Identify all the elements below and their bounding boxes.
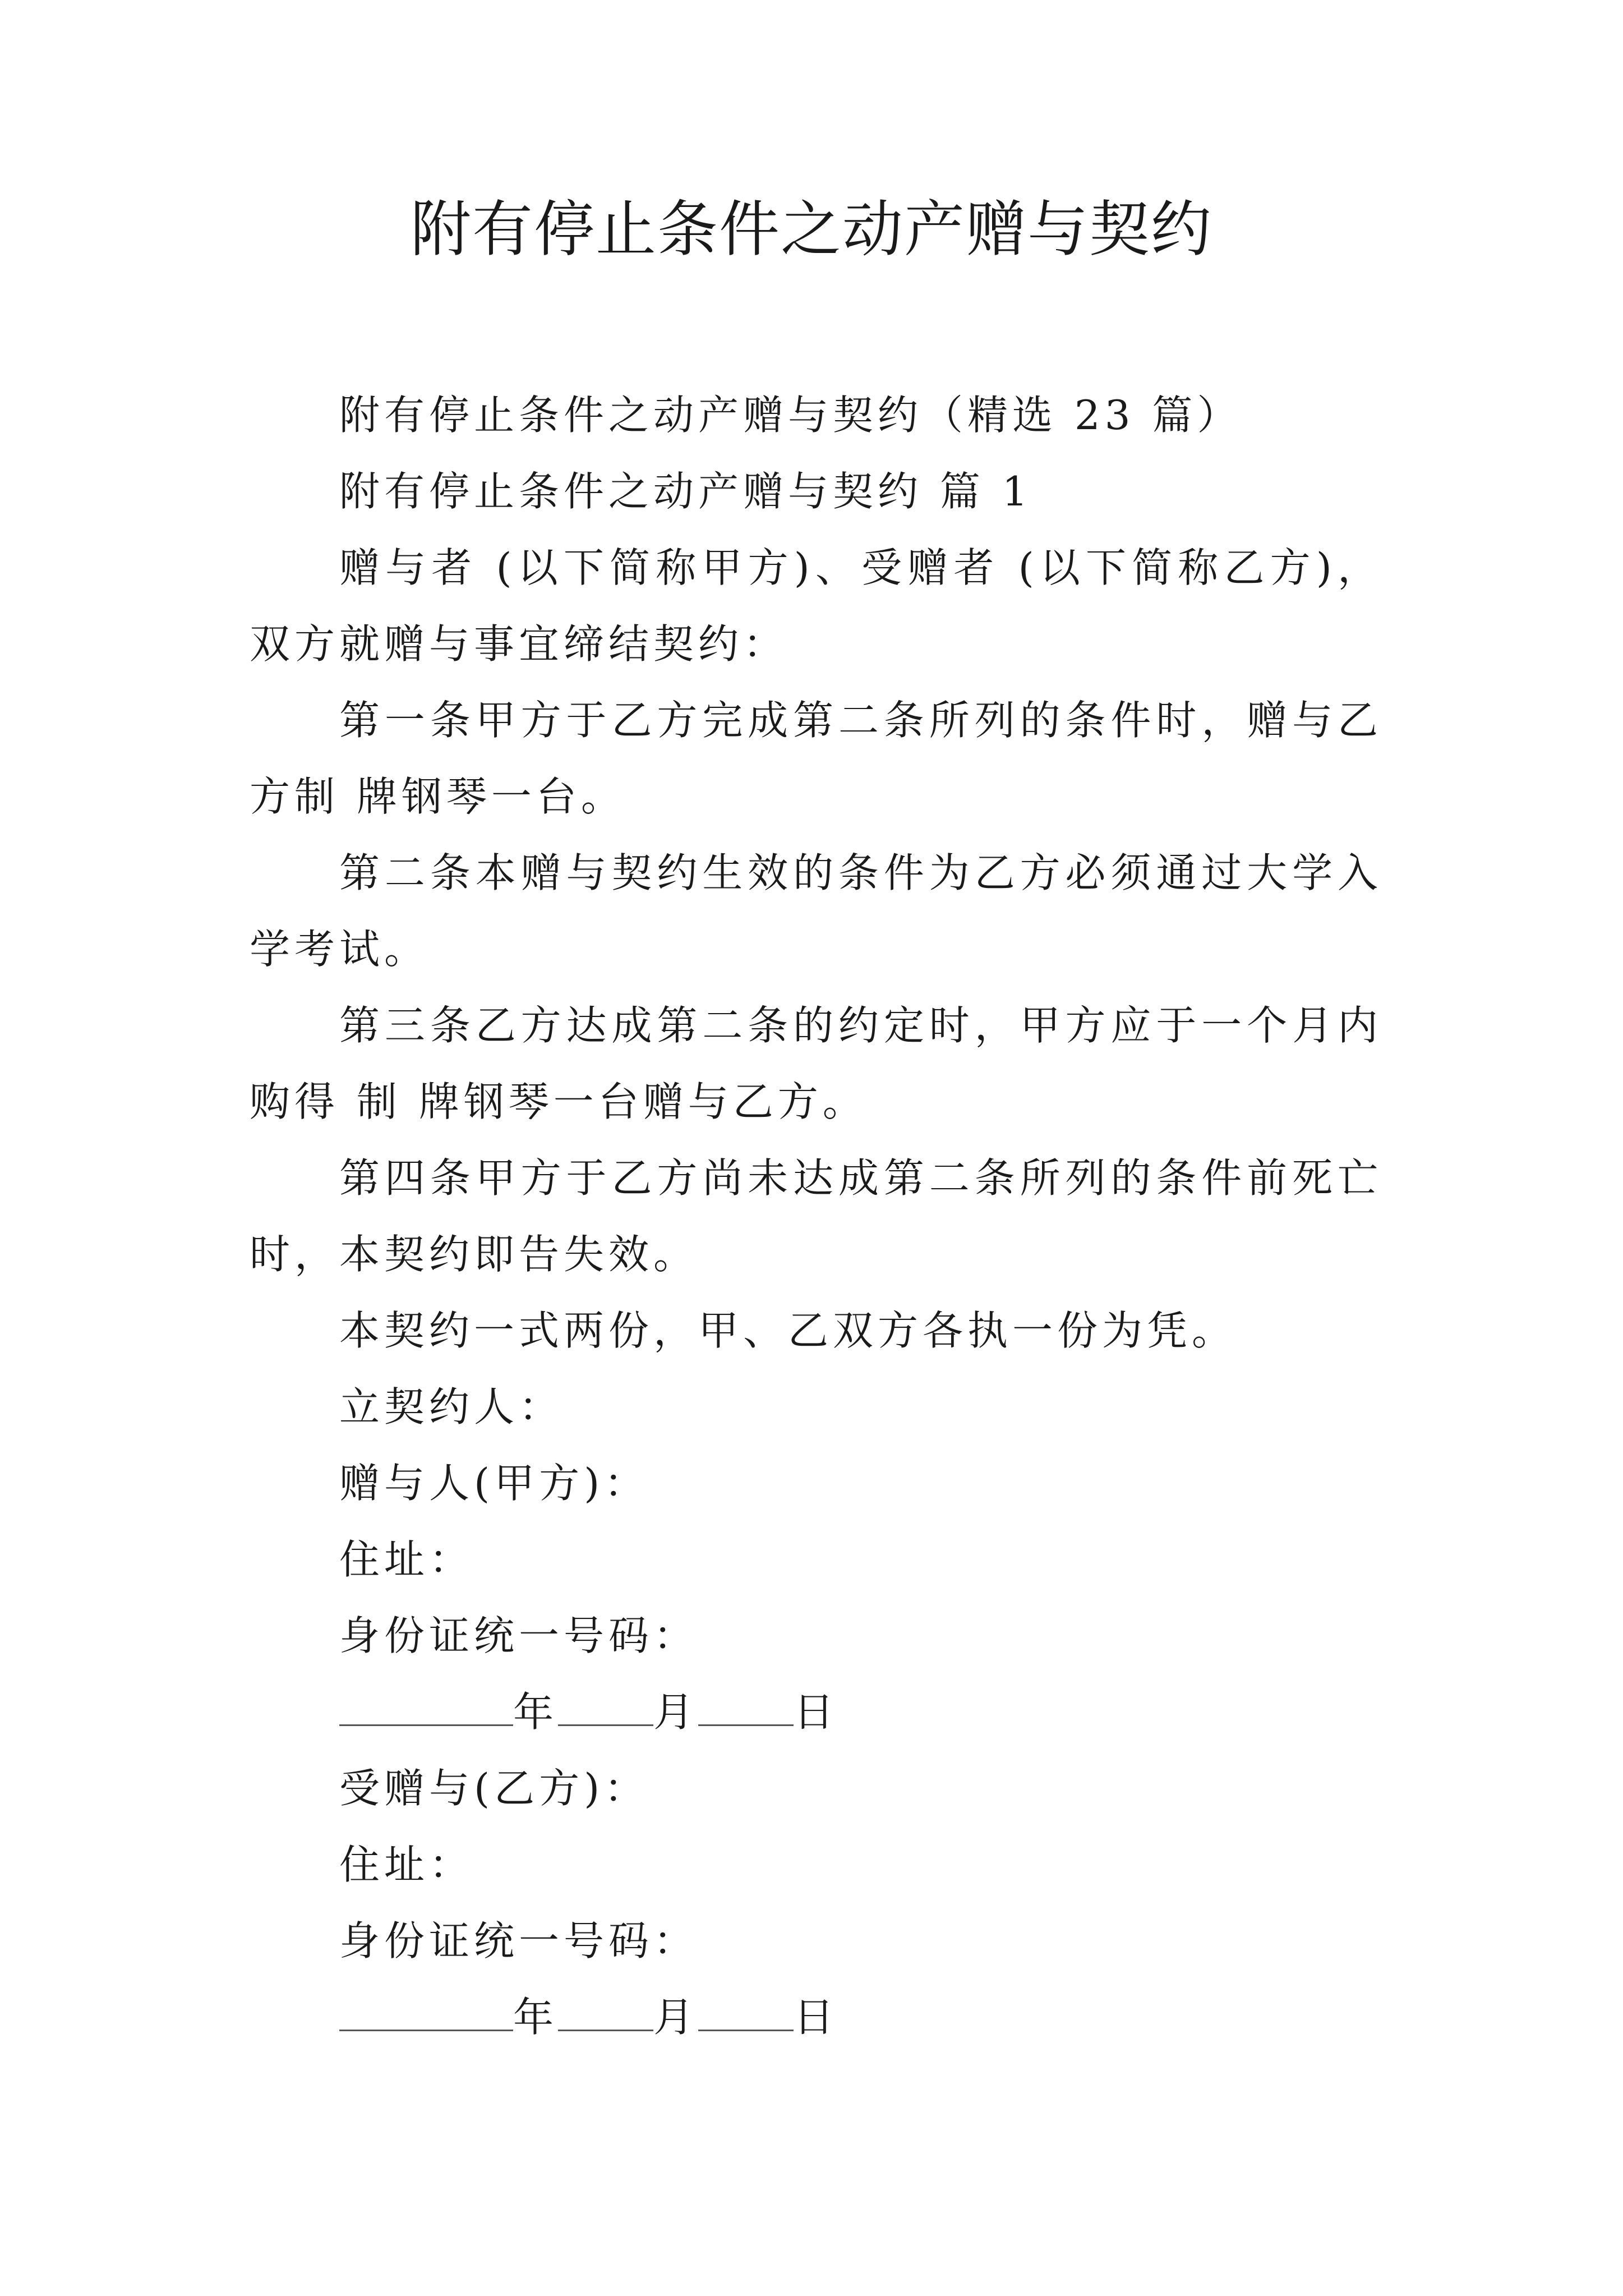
paragraph-article-1: 第一条甲方于乙方完成第二条所列的条件时，赠与乙方制 牌钢琴一台。 [250, 697, 1382, 820]
donee-year-label: 年 [513, 1994, 559, 2041]
donee-id-label: 身份证统一号码： [339, 1917, 699, 1964]
donor-date-line [250, 1674, 1382, 1750]
paragraph-copies: 本契约一式两份，甲、乙双方各执一份为凭。 [339, 1307, 1237, 1354]
donee-month-label: 月 [653, 1994, 699, 2041]
document-body [250, 377, 1382, 2055]
donee-month-blank [558, 1994, 653, 2031]
donee-year-blank [339, 1994, 513, 2031]
donor-year-label: 年 [513, 1688, 559, 1736]
paragraph-article-3: 第三条乙方达成第二条的约定时，甲方应于一个月内购得 制 牌钢琴一台赠与乙方。 [250, 1002, 1382, 1125]
donee-date-line [250, 1979, 1382, 2055]
donor-month-label: 月 [653, 1688, 699, 1736]
donee-day-label: 日 [794, 1994, 839, 2041]
donor-year-blank [339, 1688, 513, 1726]
donee-label: 受赠与(乙方)： [339, 1765, 649, 1812]
donor-label: 赠与人(甲方)： [339, 1460, 649, 1507]
section-heading: 附有停止条件之动产赠与契约 篇 1 [339, 468, 1032, 515]
donor-address-label: 住址： [339, 1536, 474, 1583]
donor-day-blank [698, 1688, 794, 1726]
document-title: 附有停止条件之动产赠与契约 [410, 195, 1212, 265]
paragraph-parties: 赠与者 (以下简称甲方)、受赠者 (以下简称乙方)，双方就赠与事宜缔结契约： [250, 544, 1382, 668]
donor-id-label: 身份证统一号码： [339, 1612, 699, 1659]
paragraph-article-4: 第四条甲方于乙方尚未达成第二条所列的条件前死亡时，本契约即告失效。 [250, 1154, 1382, 1278]
donee-address-label: 住址： [339, 1841, 474, 1888]
donor-month-blank [558, 1688, 653, 1726]
document-subtitle: 附有停止条件之动产赠与契约（精选 23 篇） [339, 392, 1242, 439]
donor-day-label: 日 [794, 1688, 839, 1736]
signatories-label: 立契约人： [339, 1383, 564, 1430]
donee-day-blank [698, 1994, 794, 2031]
paragraph-article-2: 第二条本赠与契约生效的条件为乙方必须通过大学入学考试。 [250, 849, 1382, 973]
